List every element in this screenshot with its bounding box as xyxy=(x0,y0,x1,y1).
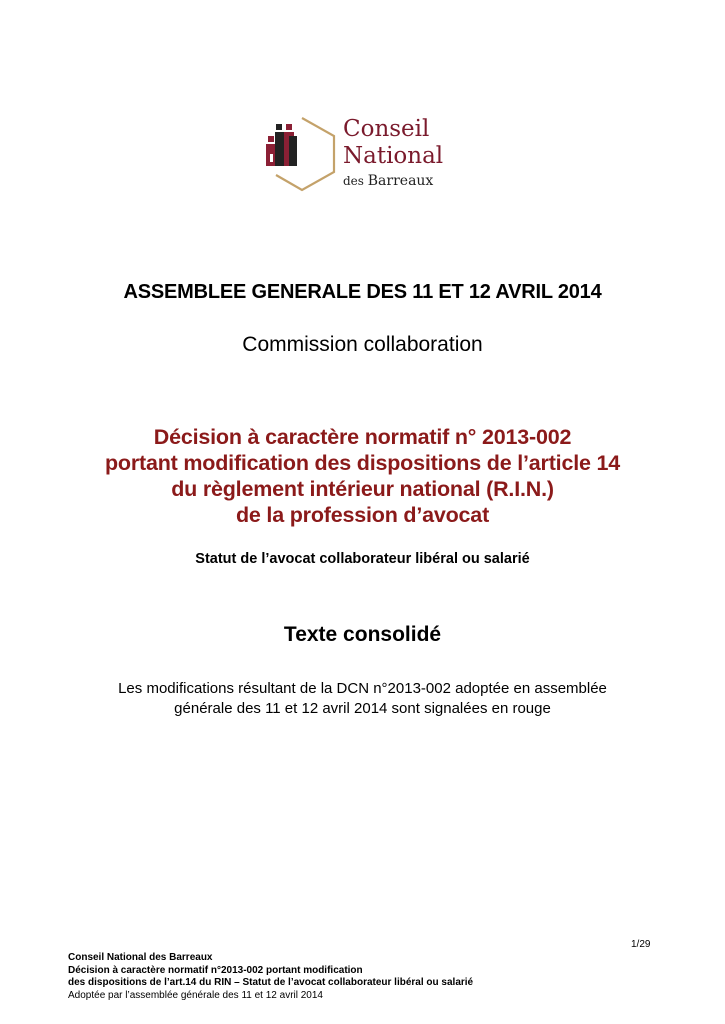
logo-des: des xyxy=(343,174,368,188)
footer-decision-line: Décision à caractère normatif n°2013-002 portant modification xyxy=(68,964,363,976)
intro-line: Les modifications résultant de la DCN n°2013-002 adoptée en assemblée xyxy=(118,680,607,697)
page-number: 1/29 xyxy=(631,939,651,950)
figure-head-red xyxy=(268,136,274,142)
decision-title-line: du règlement intérieur national (R.I.N.) xyxy=(171,477,554,501)
footer-org: Conseil National des Barreaux xyxy=(68,952,213,963)
figure-head-black-1 xyxy=(276,124,282,130)
decision-title-line: Décision à caractère normatif n° 2013-002 xyxy=(153,425,572,449)
logo-line-national: National xyxy=(343,143,444,169)
assembly-heading: ASSEMBLEE GENERALE DES 11 ET 12 AVRIL 2014 xyxy=(123,281,602,303)
footer-dispositions-line: des dispositions de l’art.14 du RIN – Statut de l’avocat collaborateur libéral ou salarié xyxy=(68,977,474,988)
commission-heading: Commission collaboration xyxy=(242,333,483,356)
cnb-emblem-icon xyxy=(262,114,342,194)
figure-body-black xyxy=(275,132,284,166)
decision-title-line: portant modification des dispositions de l’article 14 xyxy=(104,451,621,475)
intro-paragraph xyxy=(0,679,725,719)
decision-title xyxy=(0,424,725,528)
figure-head-red-2 xyxy=(286,124,292,130)
consolidated-heading: Texte consolidé xyxy=(283,623,442,646)
intro-line: générale des 11 et 12 avril 2014 sont signalées en rouge xyxy=(174,700,551,717)
figure-door xyxy=(270,154,273,162)
logo-line-des-barreaux xyxy=(343,174,433,188)
figure-body-black-2 xyxy=(289,136,297,166)
logo-barreaux: Barreaux xyxy=(367,173,434,189)
logo-line-conseil: Conseil xyxy=(343,116,430,142)
page-footer xyxy=(68,952,473,1002)
decision-title-line: de la profession d’avocat xyxy=(235,503,490,527)
footer-adoption-line: Adoptée par l’assemblée générale des 11 et 12 avril 2014 xyxy=(68,989,323,1001)
cnb-logo xyxy=(262,114,462,194)
subtitle: Statut de l’avocat collaborateur libéral ou salarié xyxy=(195,551,530,567)
